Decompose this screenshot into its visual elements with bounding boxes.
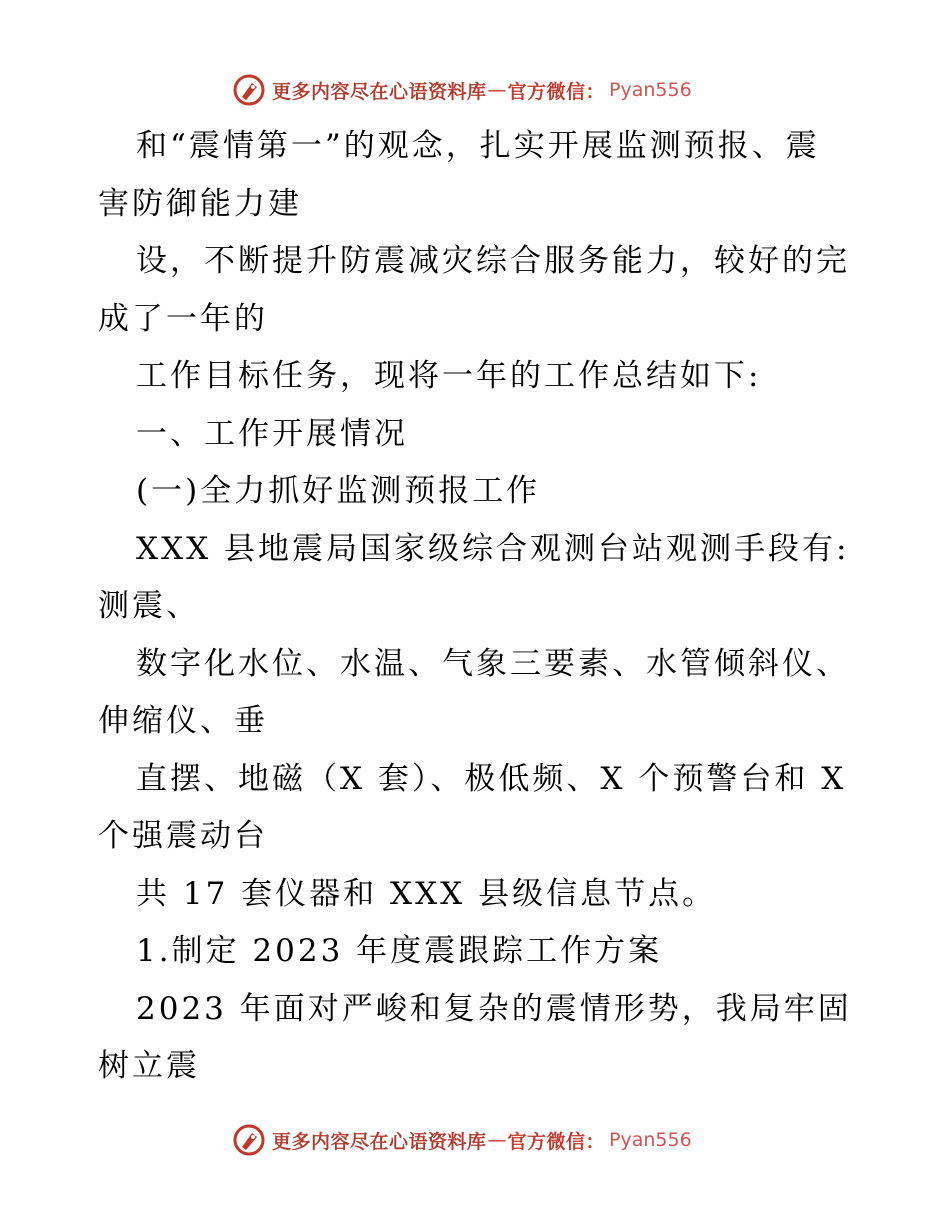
text-line: 直摆、地磁（X 套）、极低频、X 个预警台和 X [136,760,847,797]
section-heading: 一、工作开展情况 [136,415,408,452]
watermark-wechat-id: Pyan556 [609,1129,692,1151]
text-line: XXX 县地震局国家级综合观测台站观测手段有: [136,530,850,567]
pen-nib-circle-icon [232,73,266,107]
document-body [98,118,858,1096]
watermark-main-text: 更多内容尽在心语资料库 [272,1130,487,1153]
text-line: 害防御能力建 [98,185,302,222]
text-line: 测震、 [98,588,200,624]
text-line: 2023 年面对严峻和复杂的震情形势，我局牢固 [136,990,852,1027]
text-line: 数字化水位、水温、气象三要素、水管倾斜仪、 [136,645,850,682]
text-line: 和“震情第一”的观念，扎实开展监测预报、震 [136,128,820,164]
watermark-separator: — [487,1129,507,1151]
text-line: 共 17 套仪器和 XXX 县级信息节点。 [136,875,717,912]
watermark-separator: — [487,79,507,101]
footer-watermark [232,1123,692,1157]
watermark-sub-text: 官方微信： [507,80,606,103]
subsection-heading: (一)全力抓好监测预报工作 [136,473,541,509]
text-line: 伸缩仪、垂 [98,703,268,739]
watermark-wechat-id: Pyan556 [609,79,692,101]
item-heading: 1.制定 2023 年度震跟踪工作方案 [136,933,663,969]
header-watermark [232,73,692,107]
pen-nib-circle-icon [232,1123,266,1157]
watermark-sub-text: 官方微信： [507,1130,606,1153]
text-line: 成了一年的 [98,300,268,337]
text-line: 设，不断提升防震减灾综合服务能力，较好的完 [136,243,850,279]
watermark-main-text: 更多内容尽在心语资料库 [272,80,487,103]
text-line: 树立震 [98,1048,200,1084]
text-line: 个强震动台 [98,818,268,854]
text-line: 工作目标任务，现将一年的工作总结如下: [136,358,762,394]
